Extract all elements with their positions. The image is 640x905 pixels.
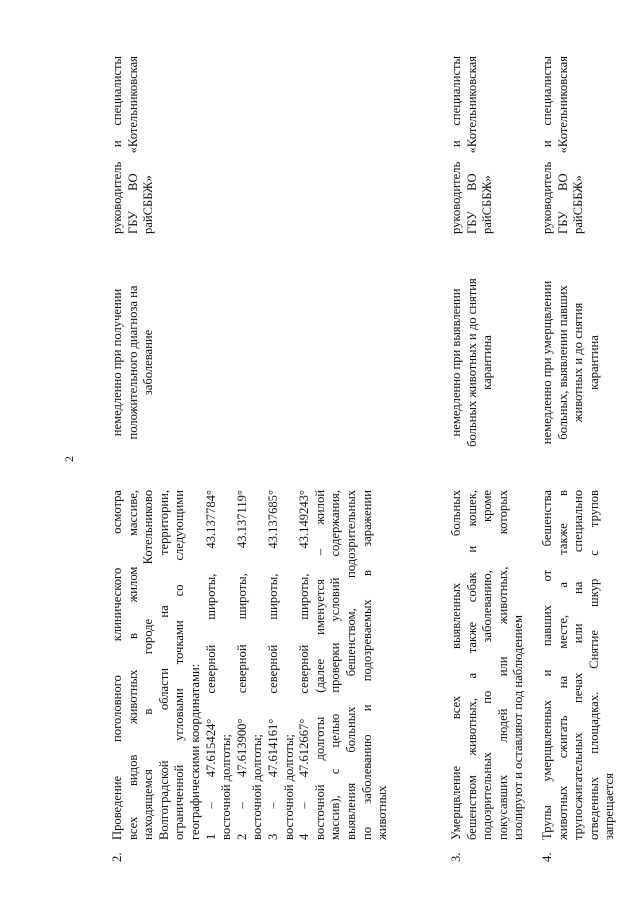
text-line: карантина: [586, 335, 601, 390]
text-line: восточной долготы;: [219, 734, 234, 840]
action-cell: [449, 490, 527, 840]
responsible-cell: [110, 56, 157, 234]
text-line: по заболеванию и подозреваемых в заражении: [359, 490, 374, 840]
text-line: Волгоградской области на территории,: [156, 490, 171, 840]
action-cell: [110, 490, 391, 840]
term-cell: [540, 255, 602, 470]
text-line: Трупы умерщвленных и павших от бешенства: [540, 490, 554, 840]
text-line: руководитель и специалисты: [110, 56, 124, 234]
text-line: немедленно при умерщвлении: [540, 280, 554, 445]
text-line: 2 – 47.613900° северной широты, 43.137119°: [234, 490, 249, 840]
text-line: восточной долготы;: [250, 734, 265, 840]
text-line: заболевание: [141, 329, 156, 396]
action-cell: [540, 490, 618, 840]
text-line: руководитель и специалисты: [540, 56, 554, 234]
text-line: бешенством животных, а также собак и кошек,: [464, 490, 479, 840]
term-cell: [449, 255, 496, 470]
text-line: райСББЖ»: [141, 175, 156, 234]
text-line: ГБУ ВО «Котельниковская: [125, 56, 140, 234]
text-line: больных, выявлении павших: [555, 285, 570, 440]
responsible-cell: [540, 56, 587, 234]
text-line: руководитель и специалисты: [449, 56, 463, 234]
text-line: 4 – 47.612667° северной широты, 43.149243°: [297, 490, 312, 840]
row-number: 3.: [449, 852, 463, 862]
text-line: отведенных площадках. Снятие шкур с трупов: [586, 490, 601, 840]
text-line: больных животных и до снятия: [464, 278, 479, 447]
text-line: восточной долготы (далее именуется – жилой: [312, 490, 327, 840]
text-line: географическими координатами:: [187, 663, 202, 840]
text-line: животных сжигать на месте, а также в: [555, 490, 570, 840]
term-cell: [110, 255, 157, 470]
row-number: 4.: [540, 852, 554, 862]
row-number: 2.: [110, 852, 124, 862]
text-line: 1 – 47.615424° северной широты, 43.137784°: [203, 490, 218, 840]
text-line: Проведение поголовного клинического осмотра: [110, 490, 124, 840]
text-line: запрещается: [602, 773, 617, 840]
text-line: райСББЖ»: [480, 175, 495, 234]
text-line: всех видов животных в жилом массиве,: [125, 490, 140, 840]
text-line: выявления больных бешенством, подозрительных: [343, 490, 358, 840]
page-number: 2: [62, 456, 76, 462]
text-line: восточной долготы;: [281, 734, 296, 840]
text-line: райСББЖ»: [571, 175, 586, 234]
text-line: немедленно при выявлении: [449, 288, 463, 437]
responsible-cell: [449, 56, 496, 234]
text-line: карантина: [480, 335, 495, 390]
text-line: покусавших людей или животных, которых: [495, 490, 510, 840]
text-line: подозрительных по заболеванию, кроме: [480, 490, 495, 840]
text-line: находящемся в городе Котельниково: [141, 490, 156, 840]
text-line: животных: [375, 785, 390, 840]
text-line: массив), с целью проверки условий содержания,: [328, 490, 343, 840]
text-line: животных и до снятия: [571, 302, 586, 423]
text-line: Умерщвление всех выявленных больных: [449, 490, 463, 840]
rotated-table-content: [52, 55, 617, 862]
text-line: 3 – 47.614161° северной широты, 43.137685°: [265, 490, 280, 840]
text-line: ограниченной угловыми точками со следующими: [172, 490, 187, 840]
text-line: ГБУ ВО «Котельниковская: [464, 56, 479, 234]
text-line: немедленно при получении: [110, 288, 124, 437]
text-line: трупосжигательных печах или на специально: [571, 490, 586, 840]
text-line: изолируют и оставляют под наблюдением: [511, 615, 526, 840]
text-line: положительного диагноза на: [125, 285, 140, 440]
text-line: ГБУ ВО «Котельниковская: [555, 56, 570, 234]
